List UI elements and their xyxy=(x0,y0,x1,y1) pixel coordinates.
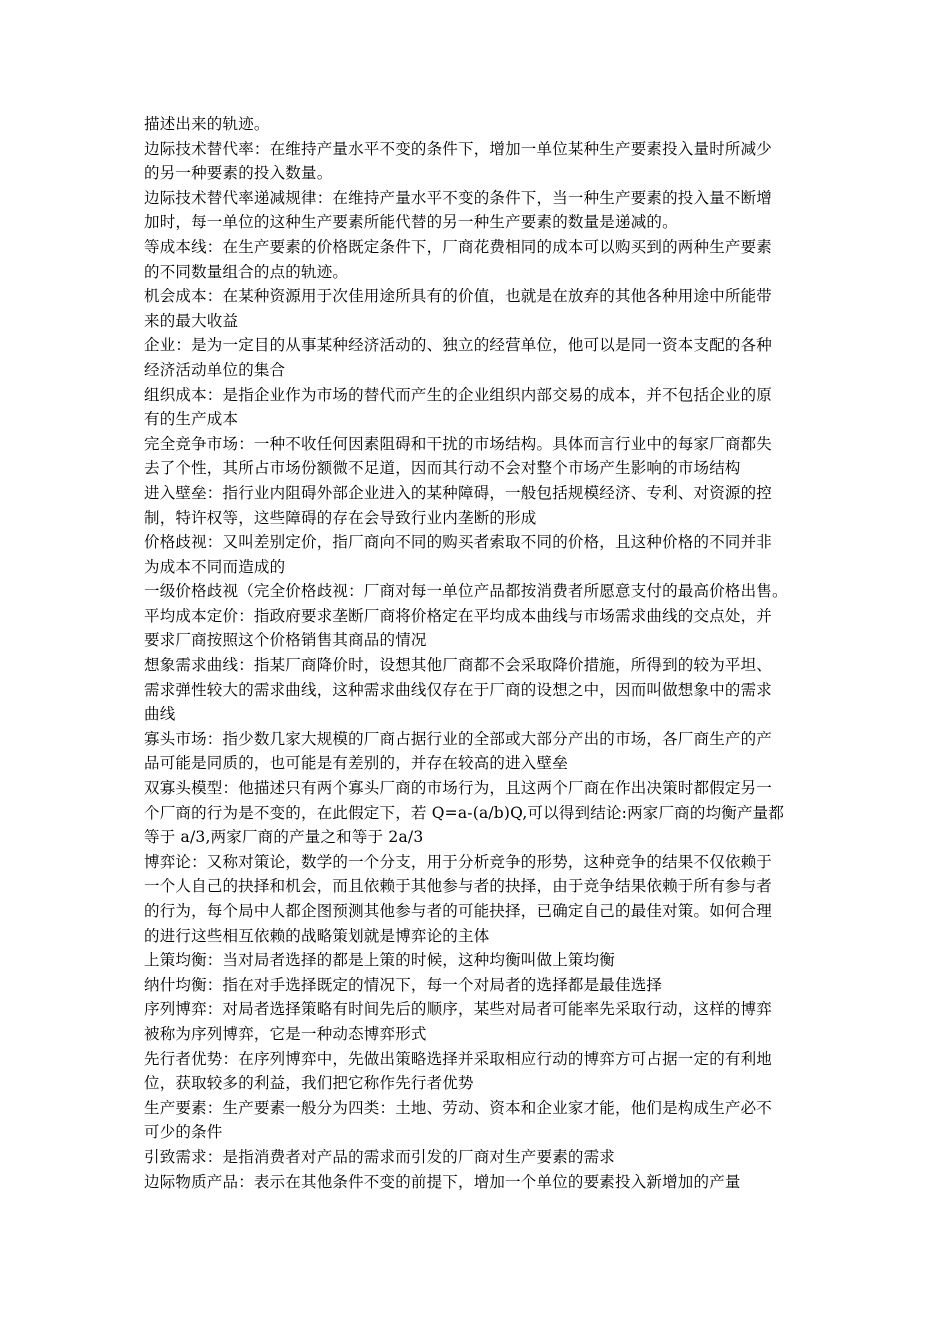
text-line: 寡头市场：指少数几家大规模的厂商占据行业的全部或大部分产出的市场，各厂商生产的产 xyxy=(144,729,773,748)
text-line: 有的生产成本 xyxy=(144,410,239,429)
text-line: 的行为，每个局中人都企图预测其他参与者的可能抉择，已确定自己的最佳对策。如何合理 xyxy=(144,902,773,920)
text-line: 生产要素：生产要素一般分为四类：土地、劳动、资本和企业家才能，他们是构成生产必不 xyxy=(144,1098,773,1117)
text-line: 一级价格歧视（完全价格歧视：厂商对每一单位产品都按消费者所愿意支付的最高价格出售。 xyxy=(144,582,788,601)
text-line: 一个人自己的抉择和机会，而且依赖于其他参与者的抉择，由于竞争结果依赖于所有参与者 xyxy=(144,877,773,896)
text-line: 上策均衡：当对局者选择的都是上策的时候，这种均衡叫做上策均衡 xyxy=(144,951,616,970)
text-line: 等于 a/3,两家厂商的产量之和等于 2a/3 xyxy=(144,828,424,847)
text-line: 边际物质产品：表示在其他条件不变的前提下，增加一个单位的要素投入新增加的产量 xyxy=(144,1172,741,1191)
text-line: 被称为序列博弈，它是一种动态博弈形式 xyxy=(144,1024,427,1043)
text-line: 描述出来的轨迹。 xyxy=(144,115,270,133)
text-line: 想象需求曲线：指某厂商降价时，设想其他厂商都不会采取降价措施，所得到的较为平坦、 xyxy=(144,656,773,675)
text-line: 曲线 xyxy=(144,705,176,724)
text-line: 的进行这些相互依赖的战略策划就是博弈论的主体 xyxy=(144,926,490,945)
text-line: 为成本不同而造成的 xyxy=(144,557,286,576)
text-line: 需求弹性较大的需求曲线，这种需求曲线仅存在于厂商的设想之中，因而叫做想象中的需求 xyxy=(144,680,773,699)
text-line: 等成本线：在生产要素的价格既定条件下，厂商花费相同的成本可以购买到的两种生产要素 xyxy=(144,237,773,256)
text-line: 个厂商的行为是不变的，在此假定下，若 Q=a-(a/b)Q,可以得到结论:两家厂商的均衡产量都 xyxy=(144,803,785,822)
text-line: 双寡头模型：他描述只有两个寡头厂商的市场行为，且这两个厂商在作出决策时都假定另一 xyxy=(144,779,773,798)
text-line: 博弈论：又称对策论，数学的一个分支，用于分析竞争的形势，这种竞争的结果不仅依赖于 xyxy=(144,852,773,871)
text-line: 位，获取较多的利益，我们把它称作先行者优势 xyxy=(144,1074,474,1093)
text-line: 来的最大收益 xyxy=(144,311,239,330)
text-line: 去了个性，其所占市场份额微不足道，因而其行动不会对整个市场产生影响的市场结构 xyxy=(144,459,741,478)
text-line: 先行者优势：在序列博弈中，先做出策略选择并采取相应行动的博弈方可占据一定的有利地 xyxy=(144,1049,773,1068)
text-line: 完全竞争市场：一种不收任何因素阻碍和干扰的市场结构。具体而言行业中的每家厂商都失 xyxy=(144,434,773,453)
text-line: 进入壁垒：指行业内阻碍外部企业进入的某种障碍，一般包括规模经济、专利、对资源的控 xyxy=(144,483,773,502)
document-page xyxy=(144,112,808,1219)
text-line: 制，特许权等，这些障碍的存在会导致行业内垄断的形成 xyxy=(144,508,537,527)
text-line: 机会成本：在某种资源用于次佳用途所具有的价值，也就是在放弃的其他各种用途中所能带 xyxy=(144,287,773,306)
text-line: 的另一种要素的投入数量。 xyxy=(144,164,333,183)
text-line: 企业：是为一定目的从事某种经济活动的、独立的经营单位，他可以是同一资本支配的各种 xyxy=(144,336,773,355)
text-line: 边际技术替代率：在维持产量水平不变的条件下，增加一单位某种生产要素投入量时所减少 xyxy=(144,139,773,158)
text-line: 边际技术替代率递减规律：在维持产量水平不变的条件下，当一种生产要素的投入量不断增 xyxy=(144,188,773,207)
text-line: 组织成本：是指企业作为市场的替代而产生的企业组织内部交易的成本，并不包括企业的原 xyxy=(144,385,773,404)
text-line: 价格歧视：又叫差别定价，指厂商向不同的购买者索取不同的价格，且这种价格的不同并非 xyxy=(144,533,773,552)
text-line: 经济活动单位的集合 xyxy=(144,360,286,379)
text-line: 的不同数量组合的点的轨迹。 xyxy=(144,262,349,281)
text-line: 加时，每一单位的这种生产要素所能代替的另一种生产要素的数量是递减的。 xyxy=(144,213,678,232)
text-line: 引致需求：是指消费者对产品的需求而引发的厂商对生产要素的需求 xyxy=(144,1147,616,1166)
text-line: 品可能是同质的，也可能是有差别的，并存在较高的进入壁垒 xyxy=(144,754,568,773)
text-line: 要求厂商按照这个价格销售其商品的情况 xyxy=(144,631,427,650)
text-line: 序列博弈：对局者选择策略有时间先后的顺序，某些对局者可能率先采取行动，这样的博弈 xyxy=(144,1000,773,1019)
text-line: 可少的条件 xyxy=(144,1123,223,1142)
text-line: 纳什均衡：指在对手选择既定的情况下，每一个对局者的选择都是最佳选择 xyxy=(144,975,663,994)
text-line: 平均成本定价：指政府要求垄断厂商将价格定在平均成本曲线与市场需求曲线的交点处，并 xyxy=(144,606,773,625)
text-line xyxy=(144,1194,808,1219)
